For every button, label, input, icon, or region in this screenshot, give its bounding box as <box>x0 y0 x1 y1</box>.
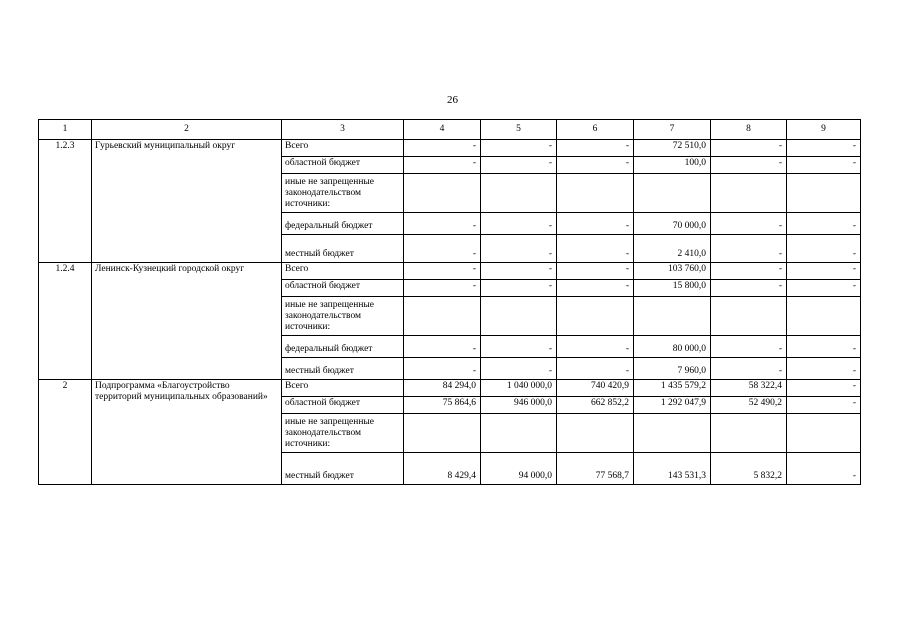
value-cell: 52 490,2 <box>711 397 787 414</box>
value-cell: - <box>404 336 481 358</box>
value-cell: - <box>711 235 787 263</box>
value-cell <box>711 414 787 453</box>
funding-source-label: иные не запрещенные законодательством источники: <box>282 414 404 453</box>
section-name: Гурьевский муниципальный округ <box>92 140 282 263</box>
value-cell: 75 864,6 <box>404 397 481 414</box>
value-cell: 946 000,0 <box>481 397 557 414</box>
section-number: 1.2.3 <box>39 140 92 263</box>
section-number: 2 <box>39 380 92 485</box>
value-cell <box>481 297 557 336</box>
value-cell <box>481 174 557 213</box>
value-cell: - <box>481 235 557 263</box>
funding-source-label: иные не запрещенные законодательством источники: <box>282 297 404 336</box>
value-cell: 1 435 579,2 <box>634 380 711 397</box>
value-cell: 100,0 <box>634 157 711 174</box>
header-cell: 2 <box>92 120 282 140</box>
header-cell: 1 <box>39 120 92 140</box>
value-cell: - <box>404 157 481 174</box>
value-cell: - <box>787 140 861 157</box>
table-header-row <box>39 120 861 140</box>
page-number: 26 <box>447 94 458 106</box>
value-cell: - <box>787 358 861 380</box>
value-cell: 94 000,0 <box>481 453 557 485</box>
funding-source-label: Всего <box>282 263 404 280</box>
funding-source-label: федеральный бюджет <box>282 336 404 358</box>
table-row <box>39 140 861 157</box>
value-cell: - <box>481 213 557 235</box>
value-cell: 8 429,4 <box>404 453 481 485</box>
value-cell: - <box>557 280 634 297</box>
value-cell <box>481 414 557 453</box>
value-cell <box>404 297 481 336</box>
section-number: 1.2.4 <box>39 263 92 380</box>
funding-source-label: иные не запрещенные законодательством источники: <box>282 174 404 213</box>
funding-source-label: федеральный бюджет <box>282 213 404 235</box>
value-cell: - <box>557 336 634 358</box>
value-cell: - <box>404 213 481 235</box>
value-cell: - <box>481 280 557 297</box>
funding-source-label: областной бюджет <box>282 280 404 297</box>
value-cell: - <box>557 358 634 380</box>
budget-table <box>38 119 861 485</box>
value-cell: - <box>787 453 861 485</box>
value-cell: - <box>787 213 861 235</box>
value-cell <box>557 414 634 453</box>
value-cell: 84 294,0 <box>404 380 481 397</box>
value-cell: - <box>404 235 481 263</box>
value-cell <box>634 174 711 213</box>
value-cell: - <box>557 157 634 174</box>
value-cell <box>634 414 711 453</box>
value-cell: 80 000,0 <box>634 336 711 358</box>
value-cell: - <box>481 263 557 280</box>
value-cell <box>404 174 481 213</box>
funding-source-label: областной бюджет <box>282 157 404 174</box>
funding-source-label: областной бюджет <box>282 397 404 414</box>
header-cell: 6 <box>557 120 634 140</box>
value-cell: - <box>557 235 634 263</box>
value-cell: - <box>404 140 481 157</box>
section-name: Ленинск-Кузнецкий городской округ <box>92 263 282 380</box>
value-cell: 70 000,0 <box>634 213 711 235</box>
header-cell: 5 <box>481 120 557 140</box>
value-cell: 2 410,0 <box>634 235 711 263</box>
header-cell: 4 <box>404 120 481 140</box>
value-cell <box>634 297 711 336</box>
value-cell: - <box>711 213 787 235</box>
table-body <box>39 120 861 485</box>
funding-source-label: Всего <box>282 140 404 157</box>
value-cell: - <box>711 280 787 297</box>
value-cell: - <box>711 263 787 280</box>
value-cell: - <box>481 336 557 358</box>
value-cell: - <box>481 157 557 174</box>
section-name: Подпрограмма «Благоустройство территорий муниципальных образований» <box>92 380 282 485</box>
funding-source-label: местный бюджет <box>282 235 404 263</box>
value-cell: 72 510,0 <box>634 140 711 157</box>
value-cell <box>711 174 787 213</box>
value-cell: - <box>787 235 861 263</box>
value-cell: 7 960,0 <box>634 358 711 380</box>
value-cell: - <box>787 336 861 358</box>
header-cell: 7 <box>634 120 711 140</box>
value-cell: 5 832,2 <box>711 453 787 485</box>
header-cell: 3 <box>282 120 404 140</box>
value-cell: - <box>787 157 861 174</box>
value-cell: - <box>787 280 861 297</box>
value-cell: 1 040 000,0 <box>481 380 557 397</box>
value-cell: 740 420,9 <box>557 380 634 397</box>
value-cell: 15 800,0 <box>634 280 711 297</box>
value-cell: - <box>787 397 861 414</box>
funding-source-label: местный бюджет <box>282 453 404 485</box>
value-cell <box>711 297 787 336</box>
value-cell: 1 292 047,9 <box>634 397 711 414</box>
value-cell: 662 852,2 <box>557 397 634 414</box>
value-cell: - <box>557 140 634 157</box>
header-cell: 8 <box>711 120 787 140</box>
value-cell: - <box>481 140 557 157</box>
value-cell <box>404 414 481 453</box>
table-row <box>39 263 861 280</box>
value-cell: - <box>404 263 481 280</box>
funding-source-label: Всего <box>282 380 404 397</box>
value-cell: 143 531,3 <box>634 453 711 485</box>
value-cell: - <box>404 280 481 297</box>
value-cell: - <box>787 263 861 280</box>
value-cell: - <box>557 213 634 235</box>
value-cell: - <box>404 358 481 380</box>
value-cell <box>557 174 634 213</box>
value-cell <box>557 297 634 336</box>
value-cell: - <box>787 380 861 397</box>
value-cell: 77 568,7 <box>557 453 634 485</box>
value-cell: 103 760,0 <box>634 263 711 280</box>
table-row <box>39 380 861 397</box>
value-cell: - <box>711 358 787 380</box>
value-cell <box>787 414 861 453</box>
header-cell: 9 <box>787 120 861 140</box>
funding-source-label: местный бюджет <box>282 358 404 380</box>
value-cell: - <box>711 336 787 358</box>
value-cell: - <box>711 140 787 157</box>
value-cell: - <box>711 157 787 174</box>
value-cell: 58 322,4 <box>711 380 787 397</box>
value-cell <box>787 297 861 336</box>
value-cell: - <box>481 358 557 380</box>
value-cell: - <box>557 263 634 280</box>
value-cell <box>787 174 861 213</box>
